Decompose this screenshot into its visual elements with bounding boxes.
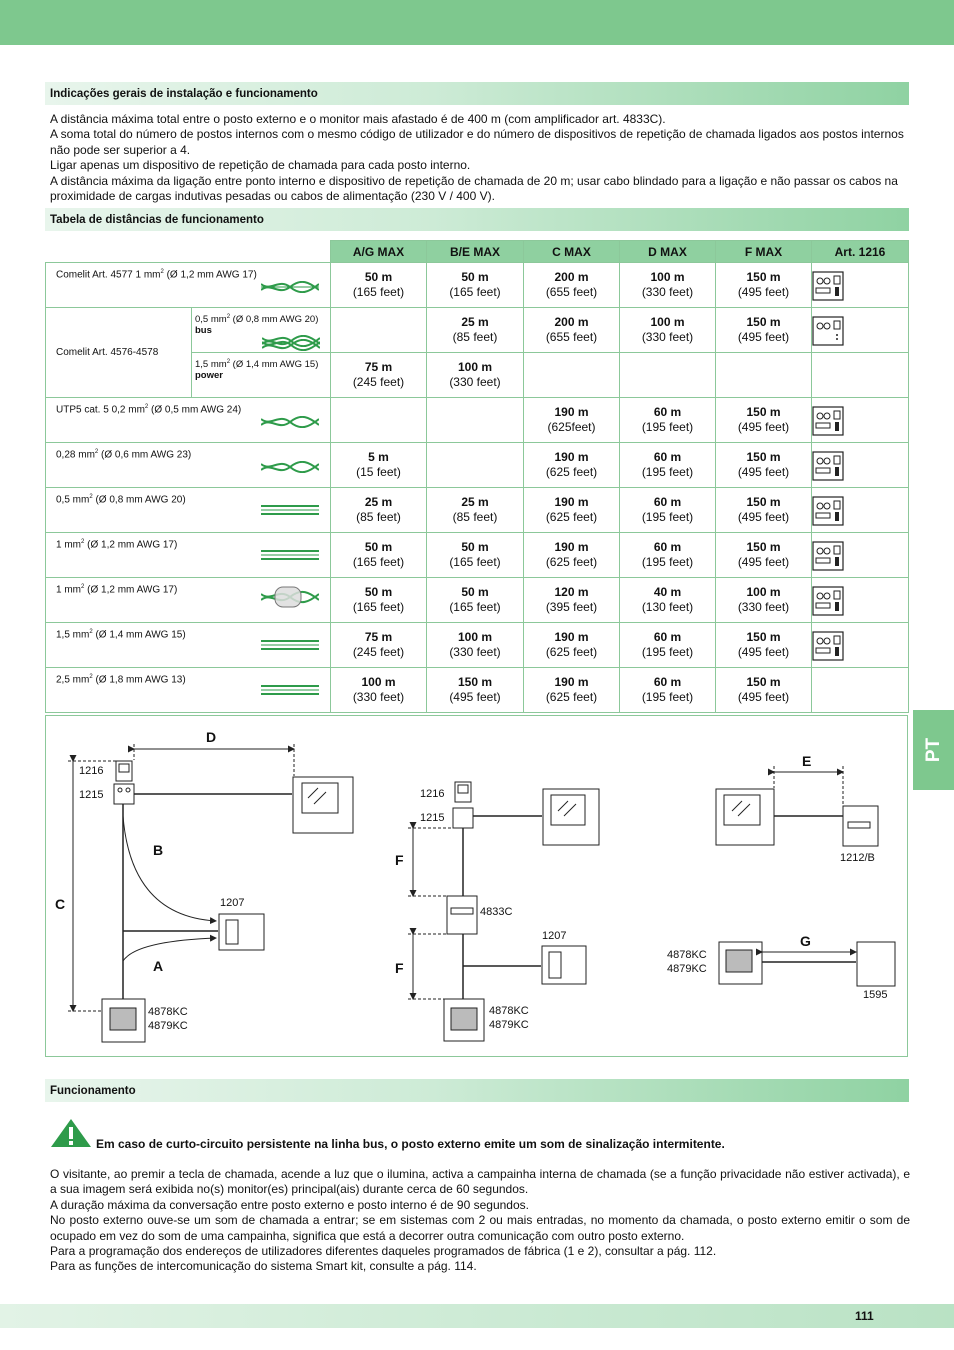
twisted-pair-icon [261,281,319,293]
value-be: 50 m (165 feet) [427,578,524,623]
table-row [46,443,909,488]
art1216-cell [812,263,909,308]
table-row [46,668,909,713]
parallel-wire-icon [261,504,319,516]
value-d: 100 m (330 feet) [620,263,716,308]
operation-line: Para as funções de intercomunicação do sistema Smart kit, consulte a pág. 114. [50,1259,477,1274]
value-be: 50 m (165 feet) [427,263,524,308]
value-be: 100 m (330 feet) [427,353,524,398]
table-row [46,308,909,353]
col-header-art1216: Art. 1216 [812,241,909,263]
value-d: 60 m (195 feet) [620,668,716,713]
value-ag: 25 m (85 feet) [331,488,427,533]
table-row [46,623,909,668]
cable-cell: 0,5 $mm^2$ (Ø 0,8 mm AWG 20) [46,488,331,533]
value-c: 120 m (395 feet) [524,578,620,623]
diagram-1 [68,744,353,1042]
table-row [46,398,909,443]
part-label: 4833C [480,906,513,918]
art1216-cell [812,533,909,578]
parallel-wire-icon [261,549,319,561]
part-label: 1215 [79,789,104,801]
instruction-line: A soma total do número de postos internos com o mesmo código de utilizador e do número de dispositivos de repetição de chamada ligados aos postos internos não pode ser superior a 4. [50,127,904,157]
label-b: B [153,842,164,858]
col-header-f: F MAX [716,241,812,263]
twisted-pair-icon [261,461,319,473]
footer-band [0,1304,954,1328]
cable-cell: 2,5 $mm^2$ (Ø 1,8 mm AWG 13) [46,668,331,713]
part-label: 1212/B [840,852,875,864]
label-f-lower: F [395,960,404,976]
value-c: 200 m (655 feet) [524,308,620,353]
art1216-cell [812,443,909,488]
cable-cell: 1 $mm^2$ (Ø 1,2 mm AWG 17) [46,533,331,578]
value-ag [331,398,427,443]
part-label: 1595 [863,989,888,1001]
cable-cell: 0,28 $mm^2$ (Ø 0,6 mm AWG 23) [46,443,331,488]
value-f: 150 m (495 feet) [716,488,812,533]
cable-cell: 1,5 $mm^2$ (Ø 1,4 mm AWG 15) [46,623,331,668]
part-label: 4878KC [148,1006,188,1018]
art1216-cell [812,308,909,353]
art1216-cell [812,398,909,443]
value-f: 150 m (495 feet) [716,623,812,668]
table-row [46,488,909,533]
section-title-general: Indicações gerais de instalação e funcionamento [45,82,909,105]
general-instructions [50,112,910,204]
art1216-device-icon [812,450,844,482]
value-f: 150 m (495 feet) [716,263,812,308]
art1216-device-icon [812,630,844,662]
value-ag [331,308,427,353]
value-be: 25 m (85 feet) [427,308,524,353]
parallel-wire-icon [261,639,319,651]
value-d: 60 m (195 feet) [620,623,716,668]
twisted-pair-icon [262,339,320,351]
cable-subcell-bus: 0,5 $mm^2$ (Ø 0,8 mm AWG 20) bus [192,308,331,353]
art1216-cell [812,488,909,533]
value-c: 190 m (625 feet) [524,443,620,488]
label-d: D [206,729,217,745]
value-f: 100 m (330 feet) [716,578,812,623]
part-label: 1216 [420,788,445,800]
label-a: A [153,958,164,974]
value-d: 60 m (195 feet) [620,443,716,488]
cable-subcell-power: 1,5 $mm^2$ (Ø 1,4 mm AWG 15) power [192,353,331,398]
operation-description [50,1167,910,1275]
value-be [427,398,524,443]
value-c: 200 m (655 feet) [524,263,620,308]
section-title-operation: Funcionamento [45,1079,909,1102]
cable-cell: Comelit Art. 4577 1 $mm^2$ (Ø 1,2 mm AWG 17) [46,263,331,308]
value-ag: 75 m (245 feet) [331,353,427,398]
part-label: 1216 [79,765,104,777]
part-label: 4879KC [667,963,707,975]
label-c: C [55,896,66,912]
operation-line: A duração máxima da conversação entre posto externo e posto interno é de 90 segundos. [50,1197,529,1212]
operation-line: Para a programação dos endereços de utilizadores diferentes daqueles programados de fábrica (1 e 2), consultar a pág. 112. [50,1244,717,1259]
value-be: 25 m (85 feet) [427,488,524,533]
cable-cell: 1 $mm^2$ (Ø 1,2 mm AWG 17) [46,578,331,623]
value-c: 190 m (625 feet) [524,533,620,578]
part-label: 1207 [220,897,245,909]
value-c: 190 m (625 feet) [524,668,620,713]
col-header-be: B/E MAX [427,241,524,263]
warning-text: Em caso de curto-circuito persistente na linha bus, o posto externo emite um som de sinalização intermitente. [96,1137,725,1151]
top-color-band [0,0,954,45]
distance-table [45,240,909,713]
table-row [46,533,909,578]
art1216-device-icon [812,270,844,302]
value-d: 60 m (195 feet) [620,488,716,533]
operation-line: O visitante, ao premir a tecla de chamada, acende a luz que o ilumina, activa a campainha interna de chamada (se a função privacidade não estiver activada), e a sua imagem será exibida no(s) monitor(es) principal(ais) durante cerca de 60 segundos. [50,1167,910,1197]
diagram-3 [716,766,895,986]
label-f-upper: F [395,852,404,868]
value-d: 60 m (195 feet) [620,533,716,578]
value-c: 190 m (625feet) [524,398,620,443]
col-header-c: C MAX [524,241,620,263]
art1216-device-icon [812,585,844,617]
value-be: 50 m (165 feet) [427,533,524,578]
value-c: 190 m (625 feet) [524,623,620,668]
value-ag: 75 m (245 feet) [331,623,427,668]
language-tab-pt: PT [913,710,954,790]
parallel-wire-icon [261,684,319,696]
value-f: 150 m (495 feet) [716,668,812,713]
label-e: E [802,753,812,769]
art1216-device-icon [812,495,844,527]
instruction-line: A distância máxima total entre o posto externo e o monitor mais afastado é de 400 m (com amplificador art. 4833C). [50,112,666,126]
value-f: 150 m (495 feet) [716,398,812,443]
page-number: 111 [855,1309,874,1323]
twisted-pair-icon [261,416,319,428]
art1216-cell [812,668,909,713]
part-label: 4878KC [489,1005,529,1017]
value-ag: 50 m (165 feet) [331,533,427,578]
value-d: 40 m (130 feet) [620,578,716,623]
value-be: 100 m (330 feet) [427,623,524,668]
value-d: 60 m (195 feet) [620,398,716,443]
art1216-cell [812,578,909,623]
cable-cell: UTP5 cat. 5 0,2 $mm^2$ (Ø 0,5 mm AWG 24) [46,398,331,443]
value-d: 100 m (330 feet) [620,308,716,353]
part-label: 1207 [542,930,567,942]
value-f: 150 m (495 feet) [716,443,812,488]
col-header-d: D MAX [620,241,716,263]
value-ag: 50 m (165 feet) [331,578,427,623]
part-label: 4878KC [667,949,707,961]
art1216-device-icon [812,540,844,572]
warning-triangle-icon [50,1118,92,1148]
art1216-device-icon [812,405,844,437]
col-header-ag: A/G MAX [331,241,427,263]
wiring-diagram-panel [45,715,908,1057]
art1216-cell [812,623,909,668]
cable-cell: Comelit Art. 4576-4578 [46,308,192,398]
value-be [427,443,524,488]
instruction-line: Ligar apenas um dispositivo de repetição de chamada para cada posto interno. [50,158,471,173]
table-header-row [46,241,909,263]
section-title-distance-table: Tabela de distâncias de funcionamento [45,208,909,231]
part-label: 4879KC [489,1019,529,1031]
value-ag: 100 m (330 feet) [331,668,427,713]
value-be: 150 m (495 feet) [427,668,524,713]
value-ag: 5 m (15 feet) [331,443,427,488]
value-f: 150 m (495 feet) [716,533,812,578]
value-c: 190 m (625 feet) [524,488,620,533]
instruction-line: A distância máxima da ligação entre ponto interno e dispositivo de repetição de chamada de 20 m; usar cabo blindado para a ligação e não passar os cabos na proximidade de cargas indutivas pesadas ou cabos de alimentação (230 V / 400 V). [50,173,898,204]
operation-line: No posto externo ouve-se um som de chamada a entrar; se em sistemas com 2 ou mais entradas, no momento da chamada, o posto externo emitir o som de ocupado em vez do som de uma campainha, significa que está a decorrer outra comunicação com outro posto externo. [50,1213,910,1243]
value-ag: 50 m (165 feet) [331,263,427,308]
shielded-cable-icon [261,586,319,608]
table-row [46,263,909,308]
table-row [46,578,909,623]
art1216-device-icon [812,315,844,347]
part-label: 4879KC [148,1020,188,1032]
label-g: G [800,933,811,949]
wiring-diagram-drawing [46,716,907,1056]
value-f: 150 m (495 feet) [716,308,812,353]
part-label: 1215 [420,812,445,824]
